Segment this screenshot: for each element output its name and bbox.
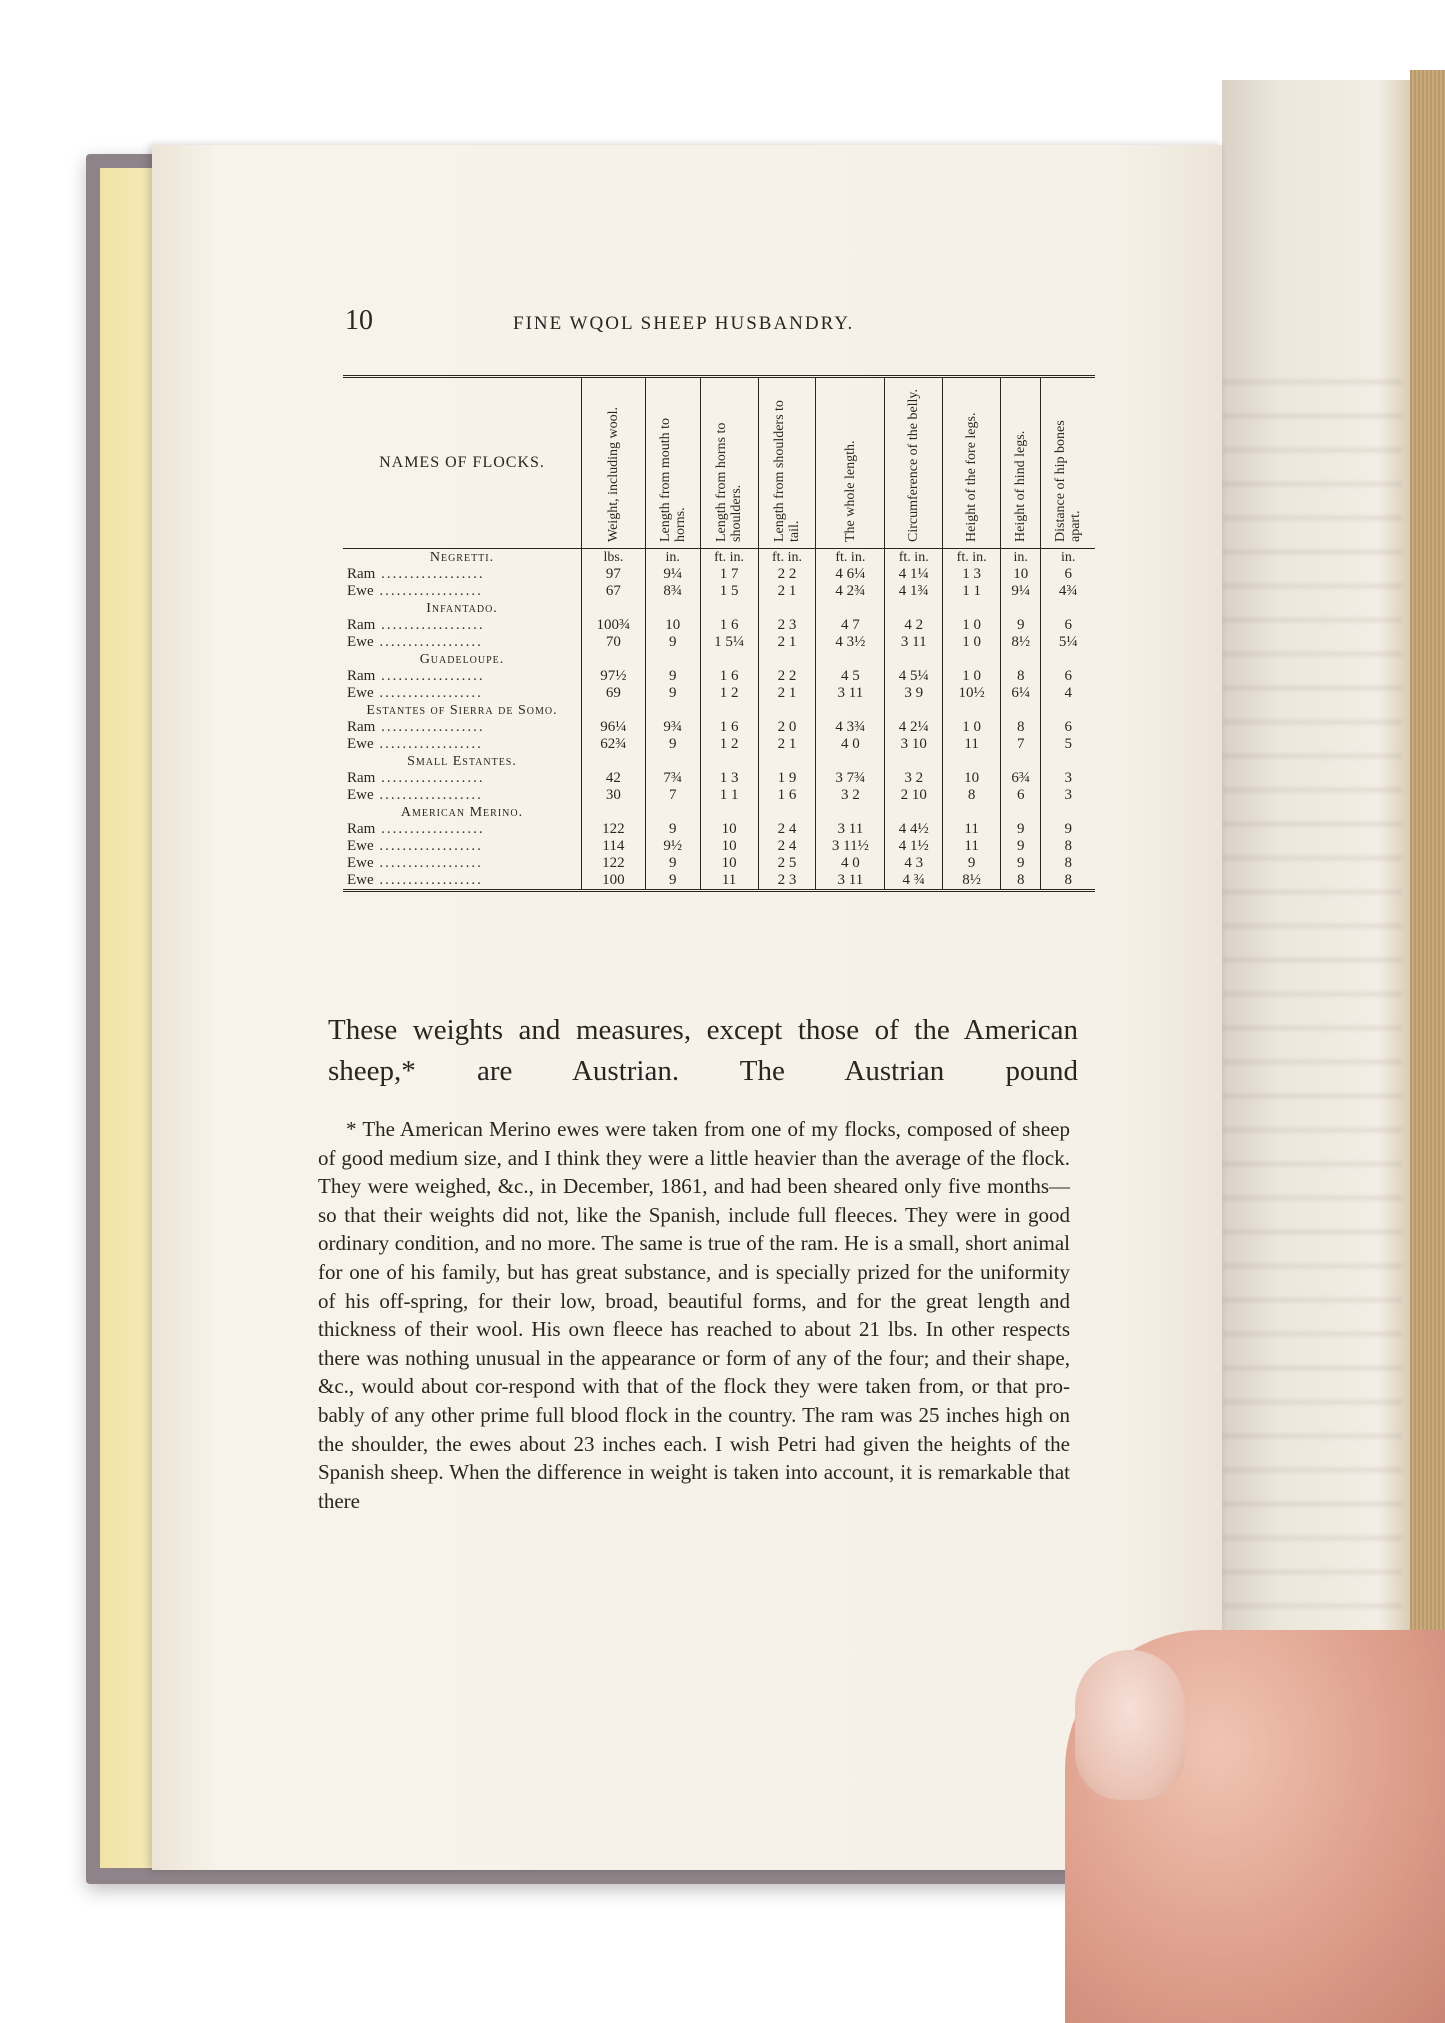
table-cell: 8½ bbox=[1001, 634, 1041, 651]
row-label-text: Ewe bbox=[347, 872, 374, 888]
table-row bbox=[343, 719, 1095, 736]
col-weight: Weight, including wool. bbox=[582, 377, 646, 549]
table-cell: 2 4 bbox=[758, 838, 816, 855]
group-header-row bbox=[343, 804, 1095, 821]
empty-cell bbox=[1001, 600, 1041, 617]
page-number: 10 bbox=[345, 305, 373, 336]
table-cell: 6 bbox=[1041, 617, 1095, 634]
table-cell: 11 bbox=[700, 872, 758, 891]
table-cell: 69 bbox=[582, 685, 646, 702]
group-header-row bbox=[343, 702, 1095, 719]
table-cell: 1 6 bbox=[758, 787, 816, 804]
table-cell: 1 6 bbox=[700, 617, 758, 634]
empty-cell bbox=[700, 600, 758, 617]
table-cell: 9 bbox=[1001, 855, 1041, 872]
table-cell: 8 bbox=[1001, 872, 1041, 891]
table-cell: 6¼ bbox=[1001, 685, 1041, 702]
footnote-text: * The American Merino ewes were taken from one of my flocks, composed of sheep of good medium size, and I think they were a little heavier than the average of the flock. They were weighed, &c., in December, 1861, and had been sheared only five months—so that their weights did not, like the Spanish, include full fleeces. They were in good ordinary condition, and no more. The same is true of the ram. He is a small, short animal for one of his family, but has great substance, and is specially prized for the uniformity of his off-spring, for their low, broad, beautiful forms, and for the great length and thickness of their wool. His own fleece has reached to about 21 lbs. In other respects there was nothing unusual in the appearance or form of any of the four; and their shape, &c., would about cor-respond with that of the flock they were taken from, or that pro-bably of any other prime full blood flock in the country. The ram was 25 inches high on the shoulder, the ewes about 23 inches each. I wish Petri had given the heights of the Spanish sheep. When the difference in weight is taken into account, it is remarkable that there bbox=[318, 1117, 1070, 1513]
unit-cell: ft. in. bbox=[816, 549, 885, 567]
row-label bbox=[343, 770, 582, 787]
table-cell: 2 1 bbox=[758, 583, 816, 600]
table-cell: 8 bbox=[1001, 668, 1041, 685]
table-cell: 9¼ bbox=[645, 566, 700, 583]
flocks-measurements-table bbox=[343, 375, 1095, 892]
table-cell: 6¾ bbox=[1001, 770, 1041, 787]
table-cell: 6 bbox=[1001, 787, 1041, 804]
table-cell: 1 5 bbox=[700, 583, 758, 600]
table-cell: 4 5 bbox=[816, 668, 885, 685]
table-row bbox=[343, 634, 1095, 651]
table-cell: 2 0 bbox=[758, 719, 816, 736]
group-header-row bbox=[343, 651, 1095, 668]
table-cell: 3 11½ bbox=[816, 838, 885, 855]
row-label-text: Ewe bbox=[347, 583, 374, 599]
row-label-text: Ram bbox=[347, 770, 376, 786]
unit-cell: ft. in. bbox=[943, 549, 1001, 567]
unit-cell: in. bbox=[1001, 549, 1041, 567]
table-cell: 10 bbox=[700, 855, 758, 872]
empty-cell bbox=[582, 804, 646, 821]
table-cell: 2 3 bbox=[758, 872, 816, 891]
col-fore-legs: Height of the fore legs. bbox=[943, 377, 1001, 549]
table-cell: 4 0 bbox=[816, 855, 885, 872]
table-cell: 4 6¼ bbox=[816, 566, 885, 583]
row-label bbox=[343, 685, 582, 702]
row-label bbox=[343, 872, 582, 891]
unit-cell: ft. in. bbox=[758, 549, 816, 567]
leader-dots: .................. bbox=[375, 770, 485, 786]
col-horns-shoulders: Length from horns to shoulders. bbox=[700, 377, 758, 549]
table-cell: 1 0 bbox=[943, 617, 1001, 634]
table-cell: 2 1 bbox=[758, 736, 816, 753]
table-cell: 1 2 bbox=[700, 685, 758, 702]
table-cell: 4 ¾ bbox=[885, 872, 943, 891]
table-row bbox=[343, 566, 1095, 583]
row-label bbox=[343, 566, 582, 583]
table-cell: 1 6 bbox=[700, 668, 758, 685]
table-cell: 4 2¾ bbox=[816, 583, 885, 600]
table-cell: 2 1 bbox=[758, 634, 816, 651]
table-cell: 2 4 bbox=[758, 821, 816, 838]
empty-cell bbox=[885, 753, 943, 770]
table-cell: 2 5 bbox=[758, 855, 816, 872]
table-row bbox=[343, 787, 1095, 804]
table-cell: 1 0 bbox=[943, 634, 1001, 651]
table-cell: 4 3½ bbox=[816, 634, 885, 651]
table-cell: 8 bbox=[1001, 719, 1041, 736]
empty-cell bbox=[943, 600, 1001, 617]
row-label bbox=[343, 583, 582, 600]
empty-cell bbox=[1041, 702, 1095, 719]
table-cell: 9¼ bbox=[1001, 583, 1041, 600]
table-cell: 1 3 bbox=[943, 566, 1001, 583]
row-label bbox=[343, 821, 582, 838]
table-cell: 3 2 bbox=[816, 787, 885, 804]
empty-cell bbox=[943, 804, 1001, 821]
table-cell: 9½ bbox=[645, 838, 700, 855]
table-cell: 11 bbox=[943, 838, 1001, 855]
table-cell: 10 bbox=[943, 770, 1001, 787]
group-name: Negretti. bbox=[429, 550, 495, 565]
empty-cell bbox=[943, 753, 1001, 770]
table-cell: 1 6 bbox=[700, 719, 758, 736]
empty-cell bbox=[645, 804, 700, 821]
row-label bbox=[343, 617, 582, 634]
body-paragraph: These weights and measures, except those of the American sheep,* are Austrian. The Austrian pound bbox=[328, 1014, 1078, 1087]
group-name: Infantado. bbox=[426, 601, 498, 616]
row-label-text: Ewe bbox=[347, 787, 374, 803]
table-cell: 2 2 bbox=[758, 566, 816, 583]
empty-cell bbox=[758, 804, 816, 821]
leader-dots: .................. bbox=[375, 668, 485, 684]
empty-cell bbox=[816, 702, 885, 719]
table-cell: 1 2 bbox=[700, 736, 758, 753]
empty-cell bbox=[758, 651, 816, 668]
unit-cell: ft. in. bbox=[885, 549, 943, 567]
table-cell: 3 11 bbox=[885, 634, 943, 651]
table-row bbox=[343, 617, 1095, 634]
col-belly: Circumference of the belly. bbox=[885, 377, 943, 549]
table-cell: 8 bbox=[1041, 855, 1095, 872]
table-cell: 7 bbox=[645, 787, 700, 804]
empty-cell bbox=[645, 600, 700, 617]
leader-dots: .................. bbox=[375, 617, 485, 633]
table-cell: 9 bbox=[645, 821, 700, 838]
table-cell: 8 bbox=[943, 787, 1001, 804]
table-cell: 9 bbox=[1001, 838, 1041, 855]
table-cell: 9 bbox=[645, 736, 700, 753]
table-cell: 3 11 bbox=[816, 872, 885, 891]
row-label-text: Ram bbox=[347, 566, 376, 582]
table-cell: 67 bbox=[582, 583, 646, 600]
empty-cell bbox=[943, 702, 1001, 719]
table-cell: 3 bbox=[1041, 770, 1095, 787]
table-cell: 4 7 bbox=[816, 617, 885, 634]
group-header-row bbox=[343, 600, 1095, 617]
empty-cell bbox=[885, 702, 943, 719]
table-cell: 2 2 bbox=[758, 668, 816, 685]
empty-cell bbox=[582, 753, 646, 770]
leader-dots: .................. bbox=[375, 719, 485, 735]
empty-cell bbox=[1001, 651, 1041, 668]
row-label-text: Ewe bbox=[347, 855, 374, 871]
empty-cell bbox=[885, 651, 943, 668]
table-cell: 100¾ bbox=[582, 617, 646, 634]
table-cell: 4 bbox=[1041, 685, 1095, 702]
table-cell: 122 bbox=[582, 855, 646, 872]
leader-dots: .................. bbox=[373, 787, 483, 803]
table-cell: 1 0 bbox=[943, 719, 1001, 736]
empty-cell bbox=[1001, 753, 1041, 770]
table-cell: 1 1 bbox=[700, 787, 758, 804]
col-hip-bones: Distance of hip bones apart. bbox=[1041, 377, 1095, 549]
empty-cell bbox=[645, 651, 700, 668]
table-row bbox=[343, 821, 1095, 838]
empty-cell bbox=[1001, 804, 1041, 821]
empty-cell bbox=[1041, 600, 1095, 617]
table-cell: 62¾ bbox=[582, 736, 646, 753]
empty-cell bbox=[1041, 804, 1095, 821]
col-whole-length: The whole length. bbox=[816, 377, 885, 549]
table-cell: 6 bbox=[1041, 566, 1095, 583]
table-cell: 8½ bbox=[943, 872, 1001, 891]
table-row bbox=[343, 838, 1095, 855]
row-label-text: Ewe bbox=[347, 838, 374, 854]
table-cell: 9 bbox=[645, 855, 700, 872]
empty-cell bbox=[700, 651, 758, 668]
table-cell: 4 0 bbox=[816, 736, 885, 753]
empty-cell bbox=[758, 753, 816, 770]
row-label-text: Ram bbox=[347, 719, 376, 735]
empty-cell bbox=[885, 600, 943, 617]
table-cell: 1 9 bbox=[758, 770, 816, 787]
table-cell: 2 10 bbox=[885, 787, 943, 804]
thumbnail bbox=[1075, 1650, 1185, 1800]
table-cell: 122 bbox=[582, 821, 646, 838]
table-cell: 4 3 bbox=[885, 855, 943, 872]
table-row bbox=[343, 736, 1095, 753]
row-label-text: Ram bbox=[347, 668, 376, 684]
row-label-text: Ewe bbox=[347, 736, 374, 752]
group-name: Small Estantes. bbox=[407, 754, 517, 769]
empty-cell bbox=[816, 753, 885, 770]
table-cell: 9 bbox=[1001, 821, 1041, 838]
row-label bbox=[343, 787, 582, 804]
table-cell: 3 11 bbox=[816, 685, 885, 702]
leader-dots: .................. bbox=[373, 685, 483, 701]
units-row bbox=[343, 549, 1095, 567]
group-name: American Merino. bbox=[400, 805, 524, 820]
table-cell: 4 1¾ bbox=[885, 583, 943, 600]
group-name: Estantes of Sierra de Somo. bbox=[366, 703, 558, 718]
running-head: FINE WQOL SHEEP HUSBANDRY. bbox=[513, 313, 855, 334]
table-cell: 4 1¼ bbox=[885, 566, 943, 583]
table-cell: 10 bbox=[1001, 566, 1041, 583]
table-cell: 9¾ bbox=[645, 719, 700, 736]
table-cell: 10½ bbox=[943, 685, 1001, 702]
table-cell: 3 7¾ bbox=[816, 770, 885, 787]
col-mouth-horns: Length from mouth to horns. bbox=[645, 377, 700, 549]
table-cell: 6 bbox=[1041, 719, 1095, 736]
table-row bbox=[343, 583, 1095, 600]
row-label-text: Ram bbox=[347, 821, 376, 837]
table-cell: 1 0 bbox=[943, 668, 1001, 685]
table-cell: 30 bbox=[582, 787, 646, 804]
table-cell: 3 bbox=[1041, 787, 1095, 804]
table-cell: 1 7 bbox=[700, 566, 758, 583]
table-cell: 10 bbox=[645, 617, 700, 634]
empty-cell bbox=[700, 702, 758, 719]
footnote bbox=[318, 1115, 1070, 1515]
row-label-text: Ram bbox=[347, 617, 376, 633]
empty-cell bbox=[582, 702, 646, 719]
table-cell: 8¾ bbox=[645, 583, 700, 600]
table-cell: 4 2¼ bbox=[885, 719, 943, 736]
table-cell: 100 bbox=[582, 872, 646, 891]
table-cell: 7¾ bbox=[645, 770, 700, 787]
row-label-text: Ewe bbox=[347, 634, 374, 650]
table-cell: 97 bbox=[582, 566, 646, 583]
table-cell: 4 3¾ bbox=[816, 719, 885, 736]
table-cell: 11 bbox=[943, 736, 1001, 753]
row-label bbox=[343, 719, 582, 736]
row-label bbox=[343, 838, 582, 855]
table-cell: 4 2 bbox=[885, 617, 943, 634]
names-of-flocks-header: NAMES OF FLOCKS. bbox=[343, 377, 582, 549]
table-row bbox=[343, 872, 1095, 891]
table-cell: 10 bbox=[700, 821, 758, 838]
leader-dots: .................. bbox=[373, 634, 483, 650]
table-cell: 9 bbox=[1001, 617, 1041, 634]
table-cell: 9 bbox=[645, 685, 700, 702]
table-cell: 9 bbox=[943, 855, 1001, 872]
table-cell: 9 bbox=[645, 668, 700, 685]
col-shoulders-tail: Length from shoulders to tail. bbox=[758, 377, 816, 549]
leader-dots: .................. bbox=[373, 583, 483, 599]
row-label bbox=[343, 736, 582, 753]
table-row bbox=[343, 855, 1095, 872]
table-cell: 10 bbox=[700, 838, 758, 855]
empty-cell bbox=[943, 651, 1001, 668]
leader-dots: .................. bbox=[373, 736, 483, 752]
leader-dots: .................. bbox=[373, 855, 483, 871]
empty-cell bbox=[645, 753, 700, 770]
table-cell: 3 11 bbox=[816, 821, 885, 838]
table-cell: 5 bbox=[1041, 736, 1095, 753]
table-cell: 114 bbox=[582, 838, 646, 855]
table-cell: 1 1 bbox=[943, 583, 1001, 600]
empty-cell bbox=[1041, 753, 1095, 770]
table-cell: 70 bbox=[582, 634, 646, 651]
table-cell: 5¼ bbox=[1041, 634, 1095, 651]
row-label bbox=[343, 855, 582, 872]
empty-cell bbox=[645, 702, 700, 719]
table-cell: 3 10 bbox=[885, 736, 943, 753]
table-cell: 97½ bbox=[582, 668, 646, 685]
empty-cell bbox=[582, 651, 646, 668]
empty-cell bbox=[700, 804, 758, 821]
table-cell: 2 1 bbox=[758, 685, 816, 702]
col-hind-legs: Height of hind legs. bbox=[1001, 377, 1041, 549]
empty-cell bbox=[816, 651, 885, 668]
table-cell: 9 bbox=[645, 634, 700, 651]
leader-dots: .................. bbox=[375, 566, 485, 582]
row-label bbox=[343, 668, 582, 685]
table-cell: 1 3 bbox=[700, 770, 758, 787]
unit-cell: ft. in. bbox=[700, 549, 758, 567]
table-cell: 4 1½ bbox=[885, 838, 943, 855]
table-cell: 9 bbox=[1041, 821, 1095, 838]
empty-cell bbox=[1001, 702, 1041, 719]
table-cell: 4¾ bbox=[1041, 583, 1095, 600]
empty-cell bbox=[758, 702, 816, 719]
table-cell: 9 bbox=[645, 872, 700, 891]
group-header-row bbox=[343, 753, 1095, 770]
empty-cell bbox=[1041, 651, 1095, 668]
unit-cell: in. bbox=[645, 549, 700, 567]
table-row bbox=[343, 668, 1095, 685]
table-cell: 8 bbox=[1041, 872, 1095, 891]
group-name: Guadeloupe. bbox=[419, 652, 505, 667]
table-cell: 7 bbox=[1001, 736, 1041, 753]
leader-dots: .................. bbox=[375, 821, 485, 837]
table-cell: 4 5¼ bbox=[885, 668, 943, 685]
table-cell: 4 4½ bbox=[885, 821, 943, 838]
leader-dots: .................. bbox=[373, 872, 483, 888]
empty-cell bbox=[700, 753, 758, 770]
unit-cell: lbs. bbox=[582, 549, 646, 567]
table-header-row bbox=[343, 377, 1095, 549]
empty-cell bbox=[885, 804, 943, 821]
table-cell: 8 bbox=[1041, 838, 1095, 855]
table-cell: 3 2 bbox=[885, 770, 943, 787]
facing-page-text-blur bbox=[1222, 380, 1402, 1630]
unit-cell: in. bbox=[1041, 549, 1095, 567]
page-edges bbox=[1410, 70, 1445, 1770]
empty-cell bbox=[816, 600, 885, 617]
row-label bbox=[343, 634, 582, 651]
leader-dots: .................. bbox=[373, 838, 483, 854]
empty-cell bbox=[582, 600, 646, 617]
empty-cell bbox=[816, 804, 885, 821]
empty-cell bbox=[758, 600, 816, 617]
table-cell: 42 bbox=[582, 770, 646, 787]
table-cell: 1 5¼ bbox=[700, 634, 758, 651]
table-cell: 11 bbox=[943, 821, 1001, 838]
row-label-text: Ewe bbox=[347, 685, 374, 701]
table-cell: 6 bbox=[1041, 668, 1095, 685]
table-cell: 96¼ bbox=[582, 719, 646, 736]
table-cell: 3 9 bbox=[885, 685, 943, 702]
table-row bbox=[343, 770, 1095, 787]
table-cell: 2 3 bbox=[758, 617, 816, 634]
table-body bbox=[343, 549, 1095, 891]
table-row bbox=[343, 685, 1095, 702]
